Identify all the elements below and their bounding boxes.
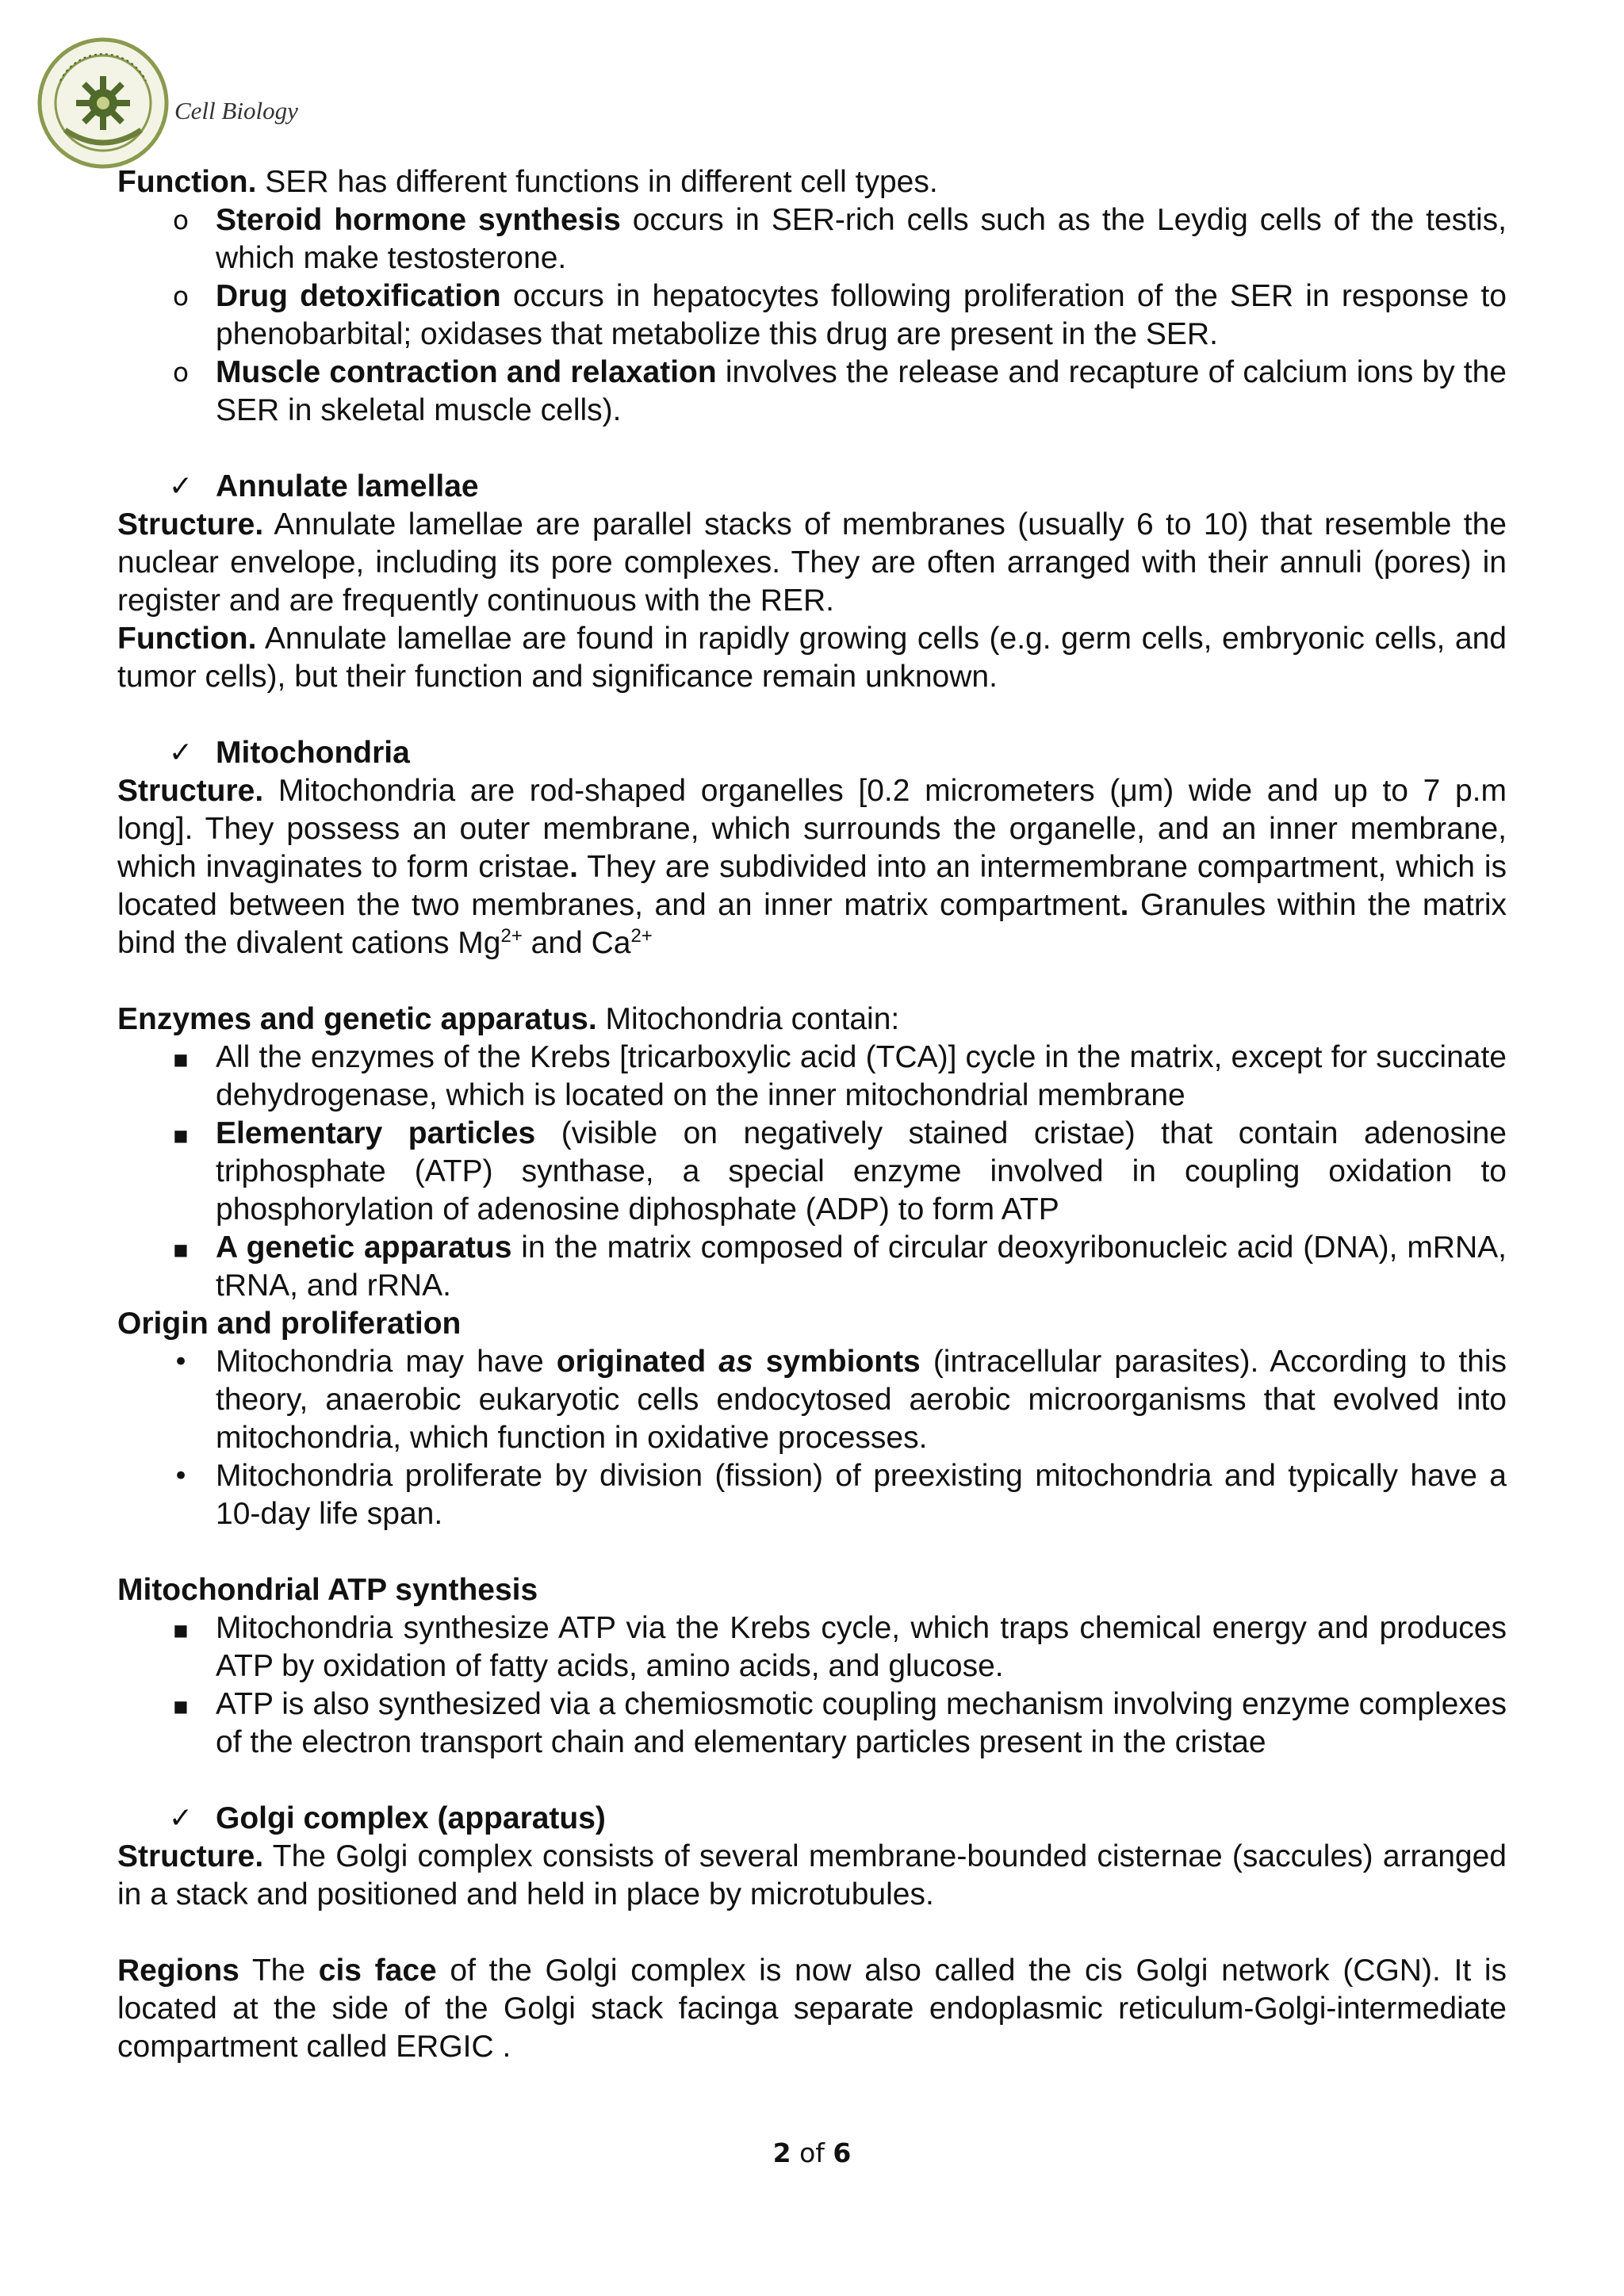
circle-bullet-icon: o [172, 205, 190, 235]
item-text: ATP is also synthesized via a chemiosmotic coupling mechanism involving enzyme complexes of the electron transport chain and elementary particles present in the cristae [216, 1687, 1507, 1759]
structure-text: Annulate lamellae are parallel stacks of membranes (usually 6 to 10) that resemble the nuclear envelope, including its pore complexes. They are often arranged with their annuli (pores) in register and are frequently continuous with the RER. [117, 507, 1507, 618]
bold-period: . [1120, 888, 1129, 922]
item-text: Mitochondria synthesize ATP via the Krebs cycle, which traps chemical energy and produces ATP by oxidation of fatty acids, amino acids, and glucose. [216, 1611, 1507, 1683]
circle-bullet-icon: o [172, 281, 190, 312]
structure-label: Structure. [117, 774, 264, 808]
structure-text: and Ca [522, 926, 631, 960]
item-text: in the matrix composed of circular deoxyribonucleic acid (DNA), mRNA, tRNA, and rRNA. [216, 1230, 1507, 1303]
golgi-heading [117, 1800, 1507, 1838]
list-item [117, 1457, 1507, 1533]
checkmark-icon: ✓ [168, 470, 193, 503]
item-text: Mitochondria proliferate by division (fission) of preexisting mitochondria and typically have a 10-day life span. [216, 1459, 1507, 1531]
round-bullet-icon: • [172, 1346, 190, 1378]
regions-text: of the Golgi complex is now also called the cis Golgi network (CGN). It is located at the side of the Golgi stack facinga separate endoplasmic reticulum-Golgi-intermediate compartment called ERGIC . [117, 1954, 1507, 2064]
course-title: Cell Biology [174, 97, 298, 124]
university-logo-icon [36, 36, 170, 170]
structure-text: Granules within the matrix bind the divalent cations Mg [117, 888, 1507, 960]
list-item [117, 1343, 1507, 1457]
ser-function-label: Function. [117, 165, 257, 199]
square-bullet-icon: ■ [173, 1240, 189, 1259]
bold-period: . [569, 850, 578, 884]
item-bold-term: A genetic apparatus [216, 1230, 512, 1265]
enzymes-list [117, 1039, 1507, 1305]
list-item [117, 1115, 1507, 1229]
square-bullet-icon: ■ [173, 1126, 189, 1145]
list-item [117, 1039, 1507, 1115]
section-heading-text: Annulate lamellae [216, 469, 479, 503]
regions-text: The [239, 1954, 319, 1988]
total-pages: 6 [833, 2137, 852, 2168]
structure-text: The Golgi complex consists of several membrane-bounded cisternae (saccules) arranged in a stack and positioned and held in place by microtubules. [117, 1839, 1507, 1911]
structure-label: Structure. [117, 507, 264, 541]
item-text: (intracellular parasites). According to this theory, anaerobic eukaryotic cells endocytosed aerobic microorganisms that evolved into mitochondria, which function in oxidative processes. [216, 1345, 1507, 1455]
golgi-regions-paragraph [117, 1952, 1507, 2066]
page-of-text: of [791, 2137, 833, 2168]
square-bullet-icon: ■ [173, 1697, 189, 1716]
superscript: 2+ [500, 925, 523, 947]
structure-text: They are subdivided into an intermembrane compartment, which is located between the two membranes, and an inner matrix compartment [117, 850, 1507, 922]
mitochondria-heading [117, 734, 1507, 772]
atp-synthesis-heading [117, 1571, 1507, 1609]
checkmark-icon: ✓ [168, 1802, 193, 1835]
function-text: Annulate lamellae are found in rapidly growing cells (e.g. germ cells, embryonic cells, and tumor cells), but their function and significance remain unknown. [117, 622, 1507, 694]
current-page: 2 [772, 2137, 791, 2168]
list-item [117, 1609, 1507, 1686]
item-bold-term: Steroid hormone synthesis [216, 203, 621, 237]
round-bullet-icon: • [172, 1460, 190, 1492]
item-text: Mitochondria may have [216, 1345, 557, 1379]
annulate-lamellae-heading [117, 468, 1507, 506]
structure-text: Mitochondria are rod-shaped organelles [0.2 micrometers (μm) wide and up to 7 p.m long]. They possess an outer membrane, which surrounds the organelle, and an inner membrane, which invaginates to form cristae [117, 774, 1507, 884]
enzymes-label: Enzymes and genetic apparatus. [117, 1002, 597, 1036]
item-text: occurs in hepatocytes following proliferation of the SER in response to phenobarbital; oxidases that metabolize this drug are present in the SER. [216, 279, 1507, 351]
enzymes-text: Mitochondria contain: [596, 1002, 900, 1036]
list-item [117, 277, 1507, 354]
annulate-structure-paragraph [117, 506, 1507, 620]
golgi-structure-paragraph [117, 1838, 1507, 1914]
origin-heading [117, 1305, 1507, 1343]
ser-function-text: SER has different functions in different cell types. [256, 165, 938, 199]
ser-function-paragraph [117, 163, 1507, 201]
list-item [117, 201, 1507, 277]
item-bold-term: originated [556, 1345, 707, 1379]
page-number [0, 2137, 1624, 2168]
cis-face-term: cis face [318, 1954, 437, 1988]
section-heading-text: Mitochondria [216, 736, 410, 770]
mito-structure-paragraph [117, 772, 1507, 962]
item-text: All the enzymes of the Krebs [tricarboxylic acid (TCA)] cycle in the matrix, except for succinate dehydrogenase, which is located on the inner mitochondrial membrane [216, 1040, 1507, 1112]
item-bold-term: Drug detoxification [216, 279, 501, 313]
item-italic-term: as [706, 1345, 753, 1379]
item-text: involves the release and recapture of calcium ions by the SER in skeletal muscle cells). [216, 355, 1507, 427]
square-bullet-icon: ■ [173, 1621, 189, 1640]
page-content [117, 163, 1507, 2066]
square-bullet-icon: ■ [173, 1050, 189, 1069]
atp-list [117, 1609, 1507, 1762]
list-item [117, 1686, 1507, 1762]
item-text: (visible on negatively stained cristae) that contain adenosine triphosphate (ATP) synthase, a special enzyme involved in coupling oxidation to phosphorylation of adenosine diphosphate (ADP) to form ATP [216, 1116, 1507, 1226]
structure-label: Structure. [117, 1839, 264, 1873]
origin-list [117, 1343, 1507, 1533]
ser-function-list [117, 201, 1507, 430]
checkmark-icon: ✓ [168, 737, 193, 769]
circle-bullet-icon: o [172, 357, 190, 388]
subheading-text: Origin and proliferation [117, 1307, 462, 1341]
superscript: 2+ [630, 925, 653, 947]
item-bold-term: symbionts [753, 1345, 921, 1379]
annulate-function-paragraph [117, 620, 1507, 696]
page-header [36, 36, 449, 171]
subheading-text: Mitochondrial ATP synthesis [117, 1573, 538, 1607]
list-item [117, 1229, 1507, 1305]
function-label: Function. [117, 622, 257, 656]
item-text: occurs in SER-rich cells such as the Leydig cells of the testis, which make testosterone. [216, 203, 1507, 275]
regions-label: Regions [117, 1954, 239, 1988]
item-bold-term: Muscle contraction and relaxation [216, 355, 717, 389]
item-bold-term: Elementary particles [216, 1116, 536, 1150]
section-heading-text: Golgi complex (apparatus) [216, 1801, 606, 1835]
list-item [117, 354, 1507, 430]
enzymes-paragraph [117, 1001, 1507, 1039]
